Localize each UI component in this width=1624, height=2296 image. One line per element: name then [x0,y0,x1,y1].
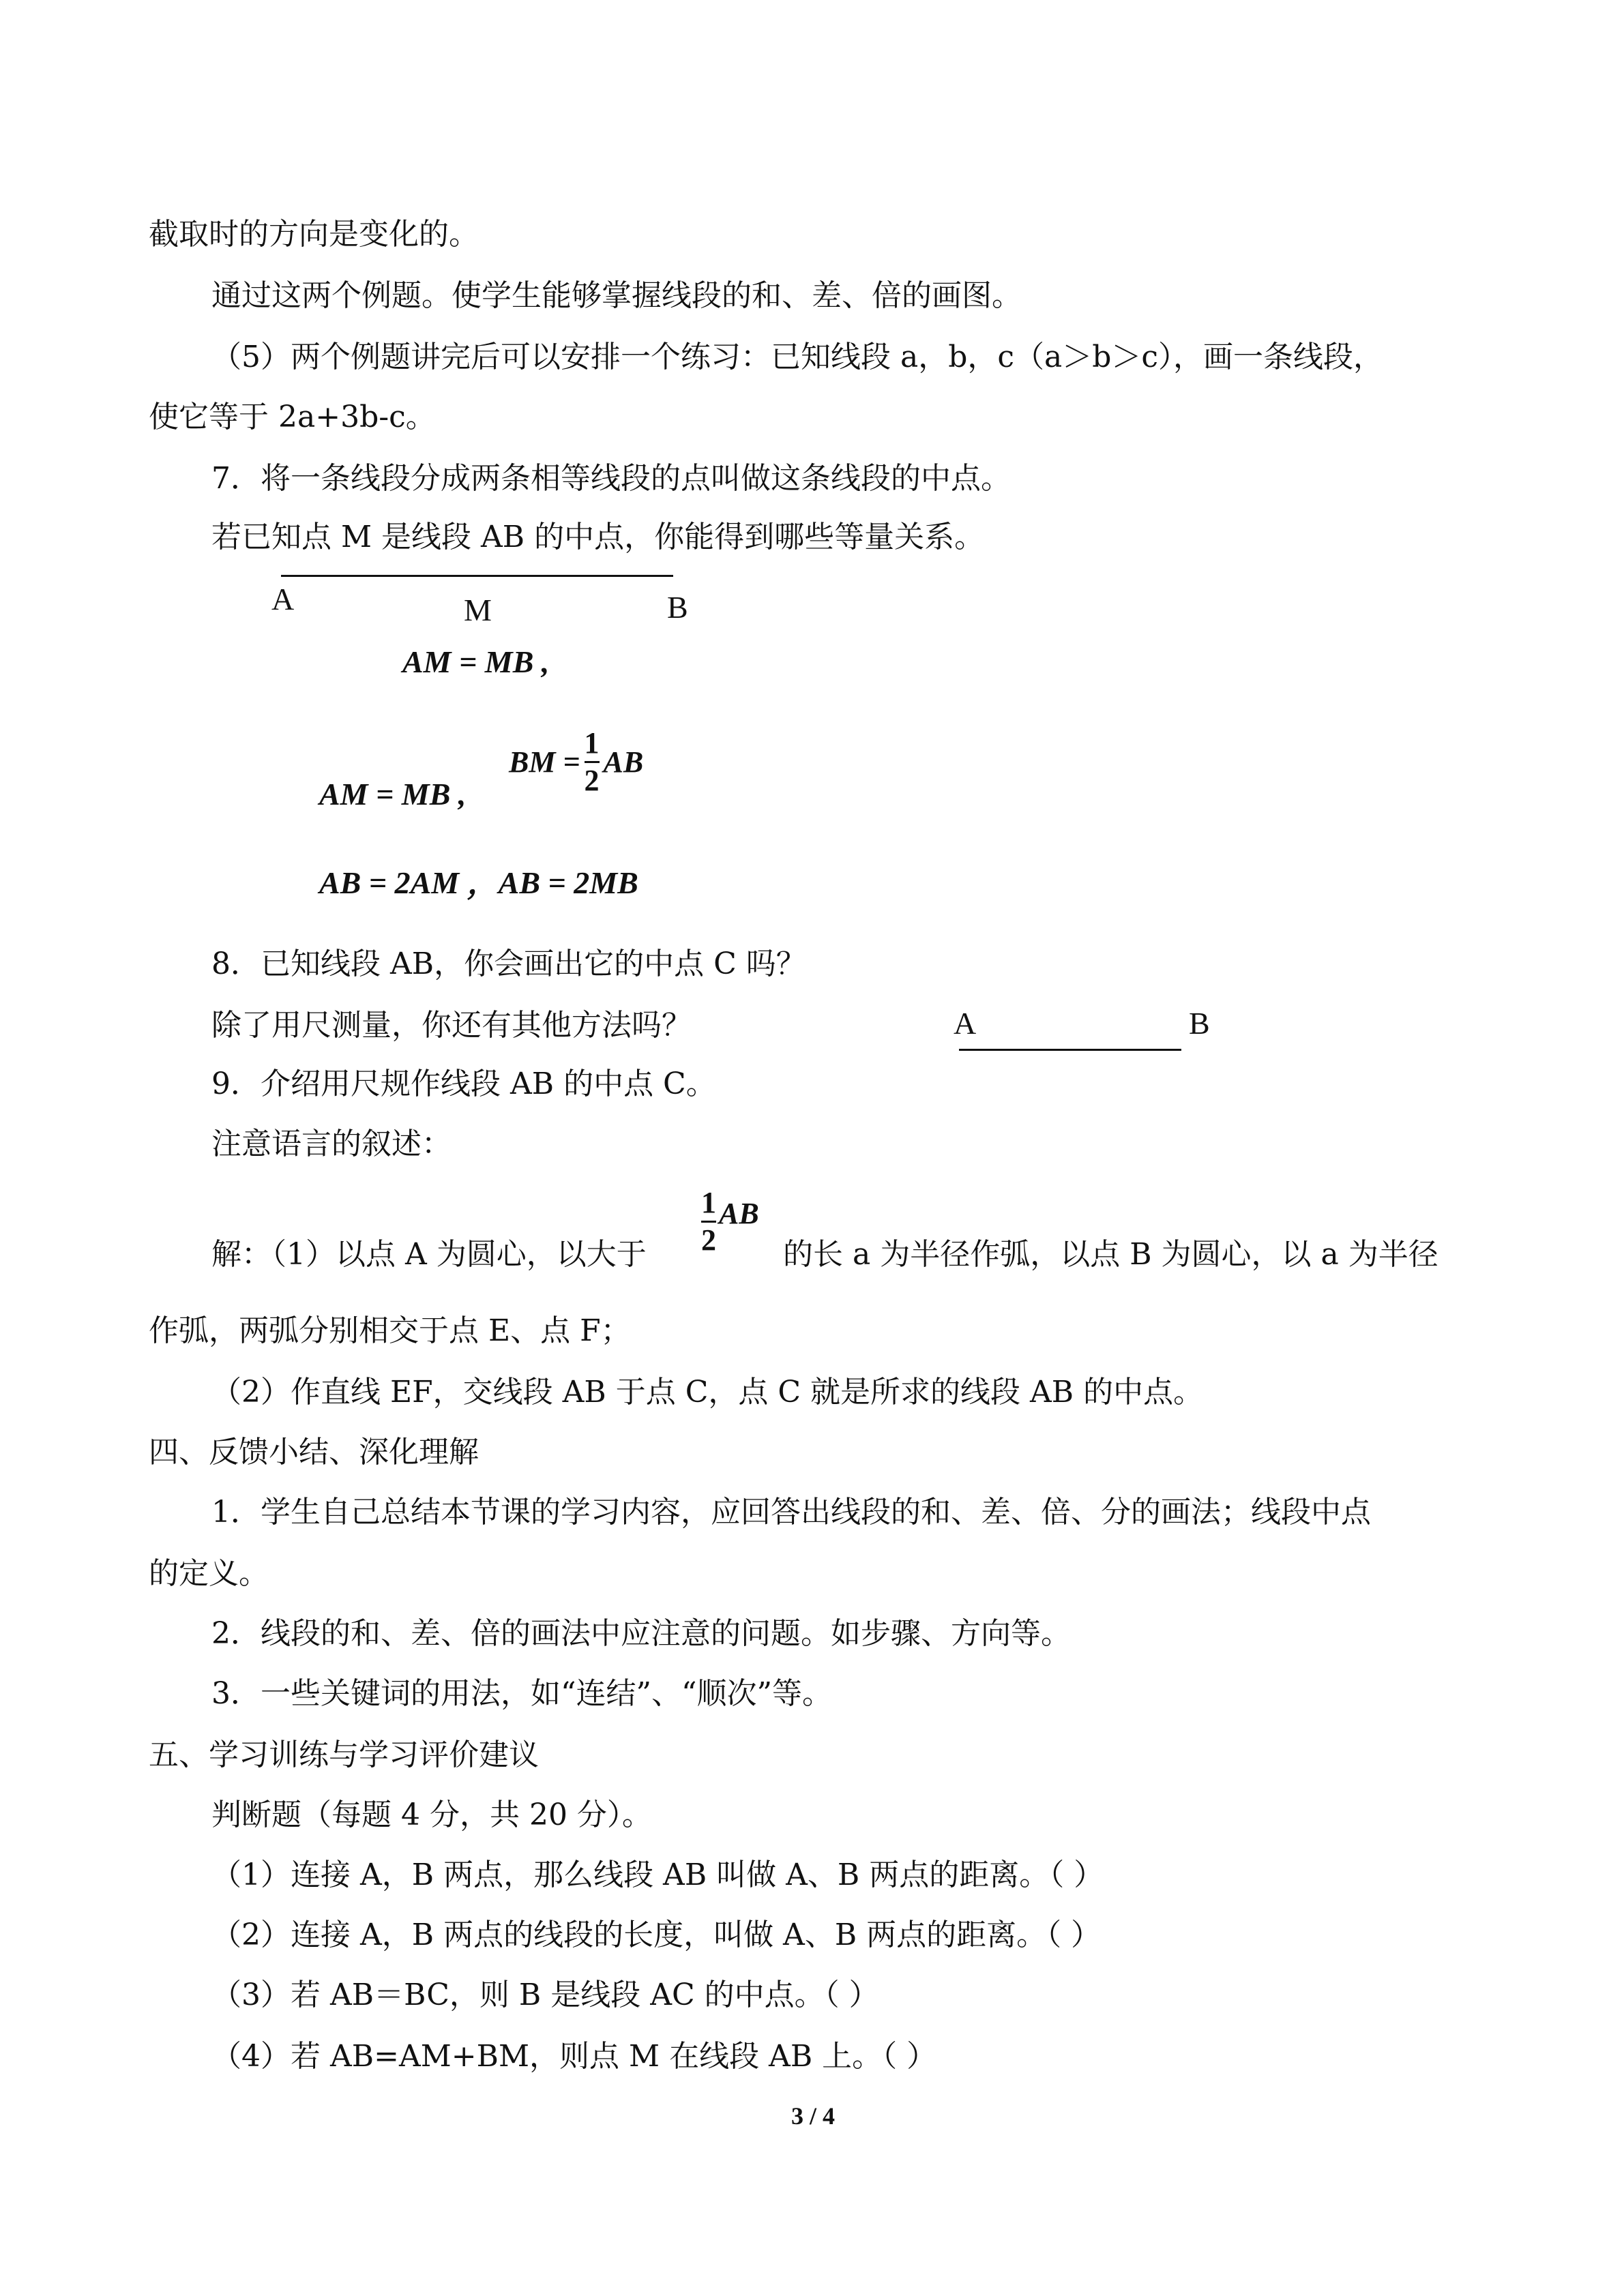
text-line: 8．已知线段 AB，你会画出它的中点 C 吗？ [211,946,806,981]
text-line: （2）作直线 EF，交线段 AB 于点 C，点 C 就是所求的线段 AB 的中点。 [211,1375,1204,1410]
equation-am-mb: AM = MB , [402,644,550,679]
segment-ab-line [959,1049,1181,1051]
text-line: （5）两个例题讲完后可以安排一个练习：已知线段 a，b，c（a＞b＞c），画一条线段， [211,340,1384,374]
point-label-m: M [464,593,492,627]
segment-ab-line [281,575,673,577]
text-line: 注意语言的叙述： [211,1127,452,1161]
fraction-bar [701,1221,716,1223]
text-line: 使它等于 2a+3b-c。 [149,400,436,434]
fraction-numerator: 1 [701,1186,716,1219]
text-line: 3．一些关键词的用法，如“连结”、“顺次”等。 [211,1676,832,1711]
fraction-numerator: 1 [584,726,600,760]
section-heading: 四、反馈小结、深化理解 [149,1435,479,1470]
fraction-bar [585,761,600,763]
question-item: （2）连接 A，B 两点的线段的长度，叫做 A、B 两点的距离。（ ） [211,1918,1102,1952]
fraction-denominator: 2 [701,1223,716,1257]
point-label-a: A [954,1006,977,1041]
text-line: 2．线段的和、差、倍的画法中应注意的问题。如步骤、方向等。 [211,1616,1071,1651]
equation-ab-2am: AB = 2AM ，AB = 2MB [319,865,638,900]
text-line: 解：（1）以点 A 为圆心，以大于 [211,1237,647,1272]
fraction-half-ab [701,1185,759,1257]
text-line: 通过这两个例题。使学生能够掌握线段的和、差、倍的画图。 [211,278,1022,313]
equation-lhs: BM = [509,745,580,779]
text-line: 截取时的方向是变化的。 [149,217,479,252]
text-line: 除了用尺测量，你还有其他方法吗？ [211,1008,692,1043]
text-line: 9．介绍用尺规作线段 AB 的中点 C。 [211,1067,716,1101]
point-label-a: A [271,582,295,616]
text-line: 判断题（每题 4 分，共 20 分）。 [211,1798,652,1832]
point-label-b: B [667,590,688,625]
point-label-b: B [1189,1006,1210,1041]
equation-bm-half-ab [509,727,643,797]
text-line: 作弧，两弧分别相交于点 E、点 F； [149,1313,631,1348]
section-heading: 五、学习训练与学习评价建议 [149,1738,539,1772]
equation-rhs: AB [603,745,644,779]
page-number: 3 / 4 [791,2102,836,2130]
equation-am-mb-2: AM = MB , [319,777,467,811]
text-line: 的长 a 为半径作弧，以点 B 为圆心，以 a 为半径 [783,1237,1438,1272]
fraction-rhs: AB [719,1197,759,1230]
question-item: （4）若 AB=AM+BM，则点 M 在线段 AB 上。（ ） [211,2039,937,2074]
question-item: （1）连接 A，B 两点，那么线段 AB 叫做 A、B 两点的距离。（ ） [211,1858,1104,1892]
fraction-denominator: 2 [584,764,600,797]
text-line: 若已知点 M 是线段 AB 的中点，你能得到哪些等量关系。 [211,520,985,554]
text-line: 7．将一条线段分成两条相等线段的点叫做这条线段的中点。 [211,461,1011,496]
text-line: 的定义。 [149,1556,269,1591]
question-item: （3）若 AB＝BC，则 B 是线段 AC 的中点。（ ） [211,1978,879,2012]
text-line: 1．学生自己总结本节课的学习内容，应回答出线段的和、差、倍、分的画法；线段中点 [211,1495,1371,1530]
